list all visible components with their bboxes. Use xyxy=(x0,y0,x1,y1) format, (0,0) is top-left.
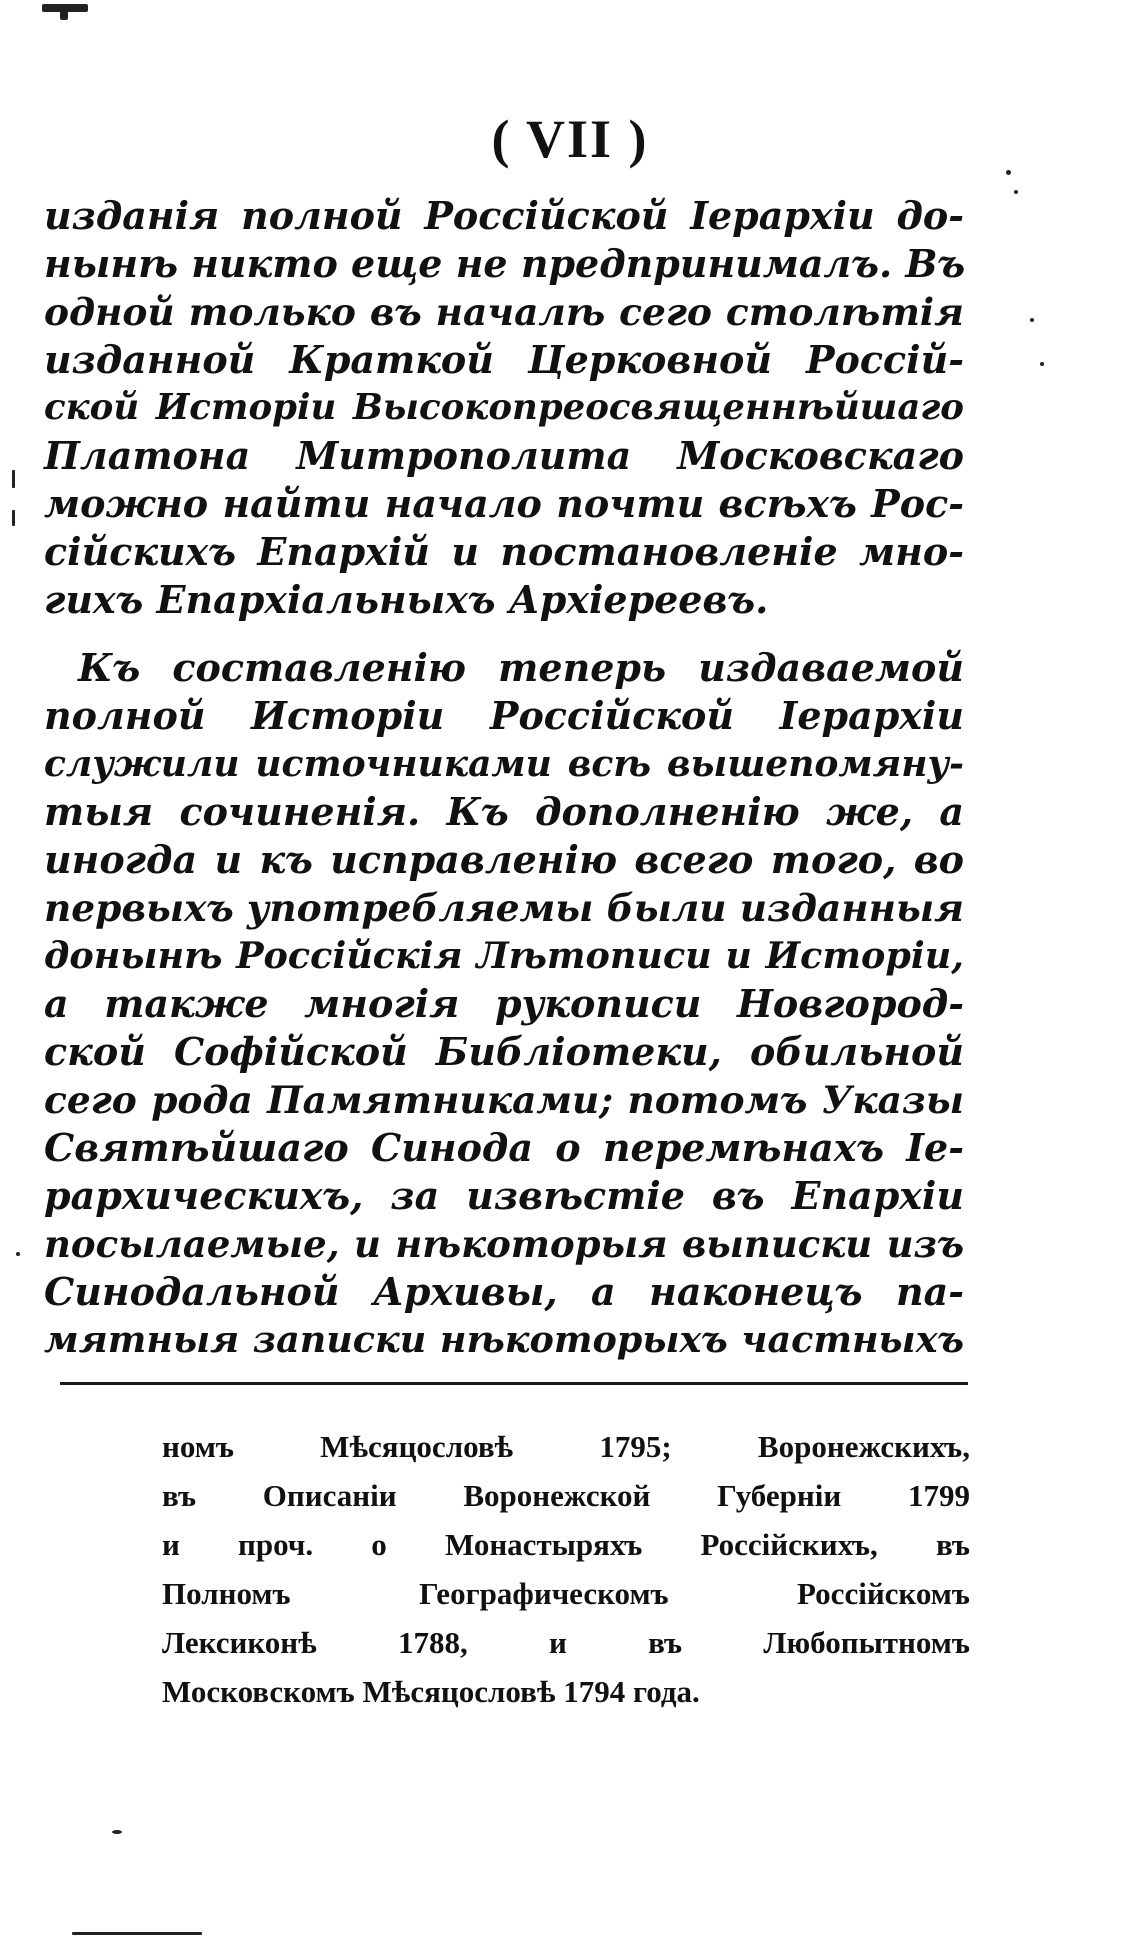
ink-speck xyxy=(16,1252,20,1256)
text-line: посылаемые, и нѣкоторыя выписки изъ xyxy=(44,1222,964,1266)
text-line: донынѣ Россійскія Лѣтописи и Исторіи, xyxy=(44,934,964,977)
text-line: гихъ Епархіальныхъ Архіереевъ. xyxy=(44,577,769,622)
text-line: тыя сочиненія. Къ дополненію же, а xyxy=(44,789,964,834)
ink-speck xyxy=(1030,318,1034,322)
text-line: рархическихъ, за извѣстіе въ Епархіи xyxy=(44,1173,964,1218)
footnote-line: Полномъ Географическомъ Россійскомъ xyxy=(162,1576,970,1611)
text-line: ской Софійской Библіотеки, обильной xyxy=(44,1029,964,1074)
text-line: можно найти начало почти всѣхъ Рос- xyxy=(44,481,964,526)
text-line: Святѣйшаго Синода о перемѣнахъ Іе- xyxy=(44,1125,964,1170)
ink-speck xyxy=(1040,362,1044,366)
text-line: служили источниками всѣ вышепомяну- xyxy=(44,743,964,785)
text-line: ской Исторіи Высокопреосвященнѣйшаго xyxy=(44,387,964,428)
text-line: а также многія рукописи Новгород- xyxy=(44,981,964,1026)
ink-speck xyxy=(60,10,68,20)
main-text-block xyxy=(44,192,964,1364)
text-line: изданія полной Россійской Іерархіи до- xyxy=(44,193,964,238)
footnote-line: и проч. о Монастыряхъ Россійскихъ, въ xyxy=(162,1527,970,1562)
ink-speck xyxy=(1006,170,1011,175)
ink-speck xyxy=(12,510,15,526)
text-line: Платона Митрополита Московскаго xyxy=(44,433,964,478)
ink-speck xyxy=(12,470,15,488)
footnote-line: въ Описаніи Воронежской Губерніи 1799 xyxy=(162,1478,970,1513)
paragraph-gap xyxy=(44,624,964,644)
footnote-line: номъ Мѣсяцословѣ 1795; Воронежскихъ, xyxy=(162,1429,970,1464)
text-line: первыхъ употребляемы были изданныя xyxy=(44,886,964,930)
text-line: изданной Краткой Церковной Россій- xyxy=(44,337,964,382)
paragraph-1 xyxy=(44,192,964,624)
footnote-rule xyxy=(60,1382,968,1385)
text-line: полной Исторіи Россійской Іерархіи xyxy=(44,693,964,738)
paragraph-2 xyxy=(44,644,964,1364)
page-number-heading: ( VII ) xyxy=(491,109,649,169)
ink-speck xyxy=(72,1932,202,1935)
text-line: мятныя записки нѣкоторыхъ частныхъ xyxy=(44,1318,964,1361)
text-line: одной только въ началѣ сего столѣтія xyxy=(44,290,964,334)
text-line: иногда и къ исправленію всего того, во xyxy=(44,837,964,882)
text-line: Синодальной Архивы, а наконецъ па- xyxy=(44,1269,964,1314)
footnote-line: Московскомъ Мѣсяцословѣ 1794 года. xyxy=(162,1674,700,1709)
text-line: сійскихъ Епархій и постановленіе мно- xyxy=(44,529,964,574)
text-line: сего рода Памятниками; потомъ Указы xyxy=(44,1078,964,1122)
ink-speck xyxy=(112,1830,122,1834)
footnote-block xyxy=(162,1422,970,1716)
ink-speck xyxy=(1014,190,1018,194)
footnote-line: Лексиконѣ 1788, и въ Любопытномъ xyxy=(162,1625,970,1660)
text-line: нынѣ никто еще не предпринималъ. Въ xyxy=(44,241,966,286)
text-line: Къ составленію теперь издаваемой xyxy=(78,645,964,690)
